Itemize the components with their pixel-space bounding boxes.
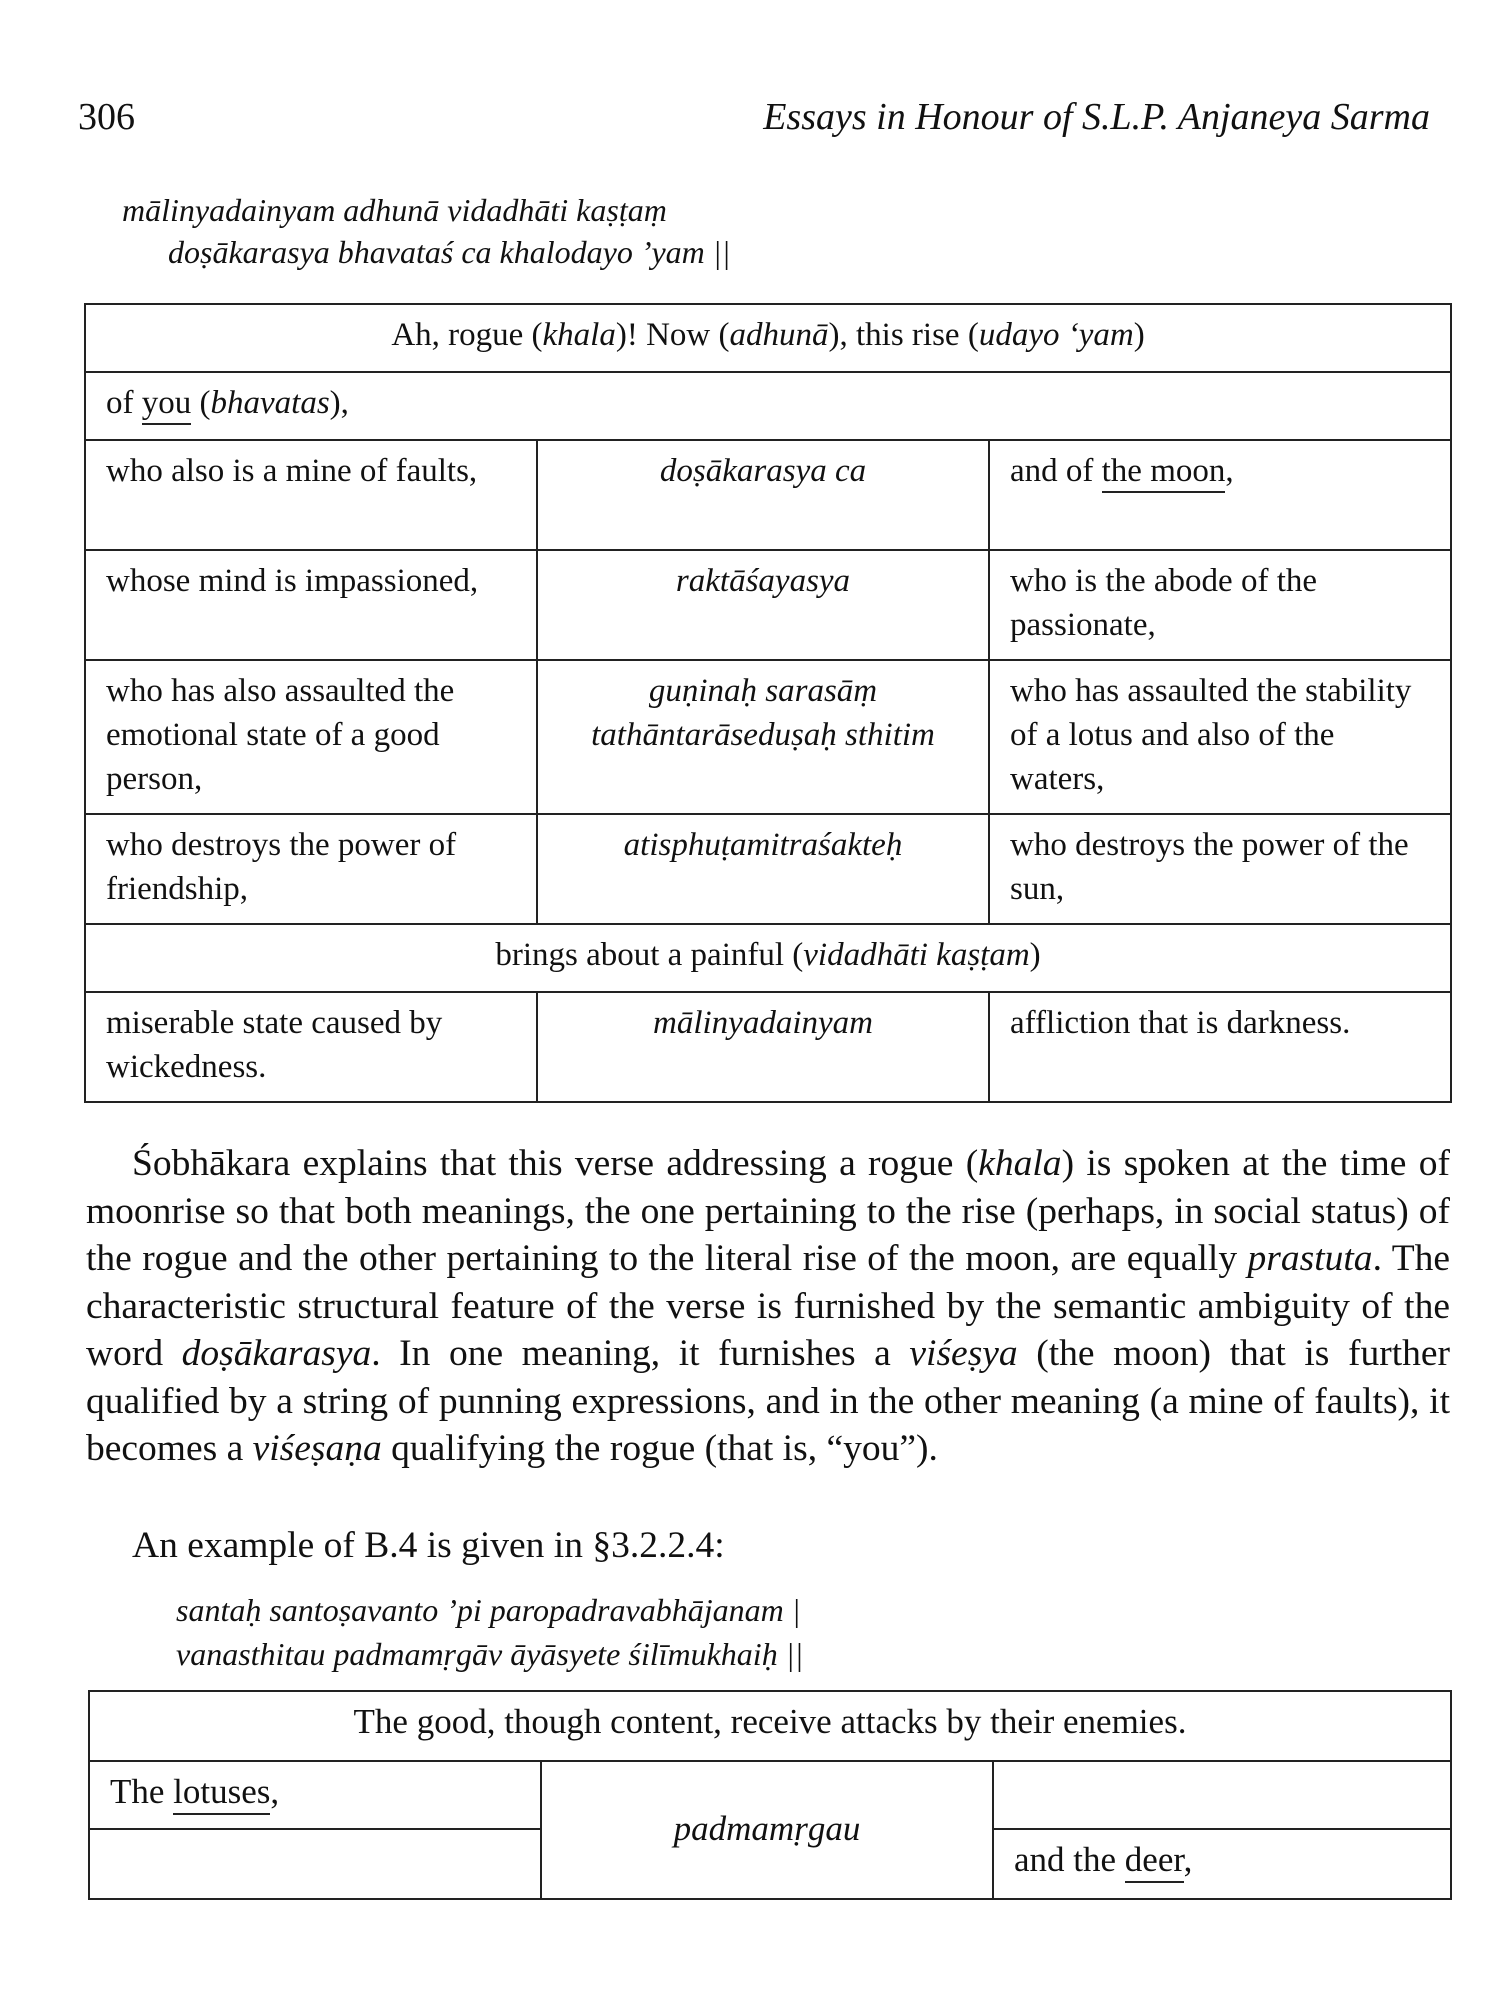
table-cell: padmamṛgau — [541, 1761, 993, 1899]
body-paragraph-2: An example of B.4 is given in §3.2.2.4: — [132, 1525, 725, 1566]
table-cell: and the deer, — [993, 1829, 1451, 1899]
table-row — [85, 992, 1451, 1102]
table-cell: who has assaulted the stability of a lotus and also of the waters, — [989, 660, 1451, 814]
table-cell: raktāśayasya — [537, 550, 989, 660]
table-cell: who is the abode of the passionate, — [989, 550, 1451, 660]
table-row — [85, 440, 1451, 550]
verse-1-line-1: mālinyadainyam adhunā vidadhāti kaṣṭaṃ — [122, 192, 667, 228]
table-row — [85, 924, 1451, 992]
table-row — [85, 814, 1451, 924]
table-row — [85, 304, 1451, 372]
verse-2-line-2: vanasthitau padmamṛgāv āyāsyete śilīmukhaiḥ || — [176, 1636, 804, 1672]
table-cell: and of the moon, — [989, 440, 1451, 550]
table-cell: who destroys the power of the sun, — [989, 814, 1451, 924]
gloss-table-1 — [84, 303, 1452, 1103]
table-cell: who destroys the power of friendship, — [85, 814, 537, 924]
table-row — [89, 1691, 1451, 1761]
verse-1-line-2: doṣākarasya bhavataś ca khalodayo ’yam || — [168, 234, 731, 270]
table-row — [85, 372, 1451, 440]
table-cell: mālinyadainyam — [537, 992, 989, 1102]
table-cell: of you (bhavatas), — [85, 372, 1451, 440]
table-cell: guṇinaḥ sarasāṃ tathāntarāseduṣaḥ sthitim — [537, 660, 989, 814]
table-cell: who has also assaulted the emotional state of a good person, — [85, 660, 537, 814]
page-number: 306 — [78, 96, 135, 138]
table-cell: Ah, rogue (khala)! Now (adhunā), this rise (udayo ‘yam) — [85, 304, 1451, 372]
table-row — [85, 550, 1451, 660]
table-cell: The lotuses, — [89, 1761, 541, 1829]
table-cell: whose mind is impassioned, — [85, 550, 537, 660]
table-cell — [89, 1829, 541, 1899]
table-cell: miserable state caused by wickedness. — [85, 992, 537, 1102]
table-cell: The good, though content, receive attacks by their enemies. — [89, 1691, 1451, 1761]
table-row — [85, 660, 1451, 814]
table-cell: atisphuṭamitraśakteḥ — [537, 814, 989, 924]
table-cell: affliction that is darkness. — [989, 992, 1451, 1102]
table-cell: doṣākarasya ca — [537, 440, 989, 550]
gloss-table-2 — [88, 1690, 1452, 1900]
table-cell: who also is a mine of faults, — [85, 440, 537, 550]
table-row — [89, 1761, 1451, 1829]
running-head-title: Essays in Honour of S.L.P. Anjaneya Sarma — [763, 96, 1430, 138]
table-cell: brings about a painful (vidadhāti kaṣṭam) — [85, 924, 1451, 992]
verse-2-line-1: santaḥ santoṣavanto ’pi paropadravabhājanam | — [176, 1592, 801, 1628]
table-cell — [993, 1761, 1451, 1829]
body-paragraph-1: Śobhākara explains that this verse addressing a rogue (khala) is spoken at the time of moonrise so that both meanings, the one pertaining to the rise (perhaps, in social status) of the rogue and the other pertaining to the literal rise of the moon, are equally prastuta. The characteristic structural feature of the verse is furnished by the semantic ambiguity of the word doṣākarasya. In one meaning, it furnishes a viśeṣya (the moon) that is further qualified by a string of punning expressions, and in the other meaning (a mine of faults), it becomes a viśeṣaṇa qualifying the rogue (that is, “you”). — [86, 1143, 1451, 1469]
